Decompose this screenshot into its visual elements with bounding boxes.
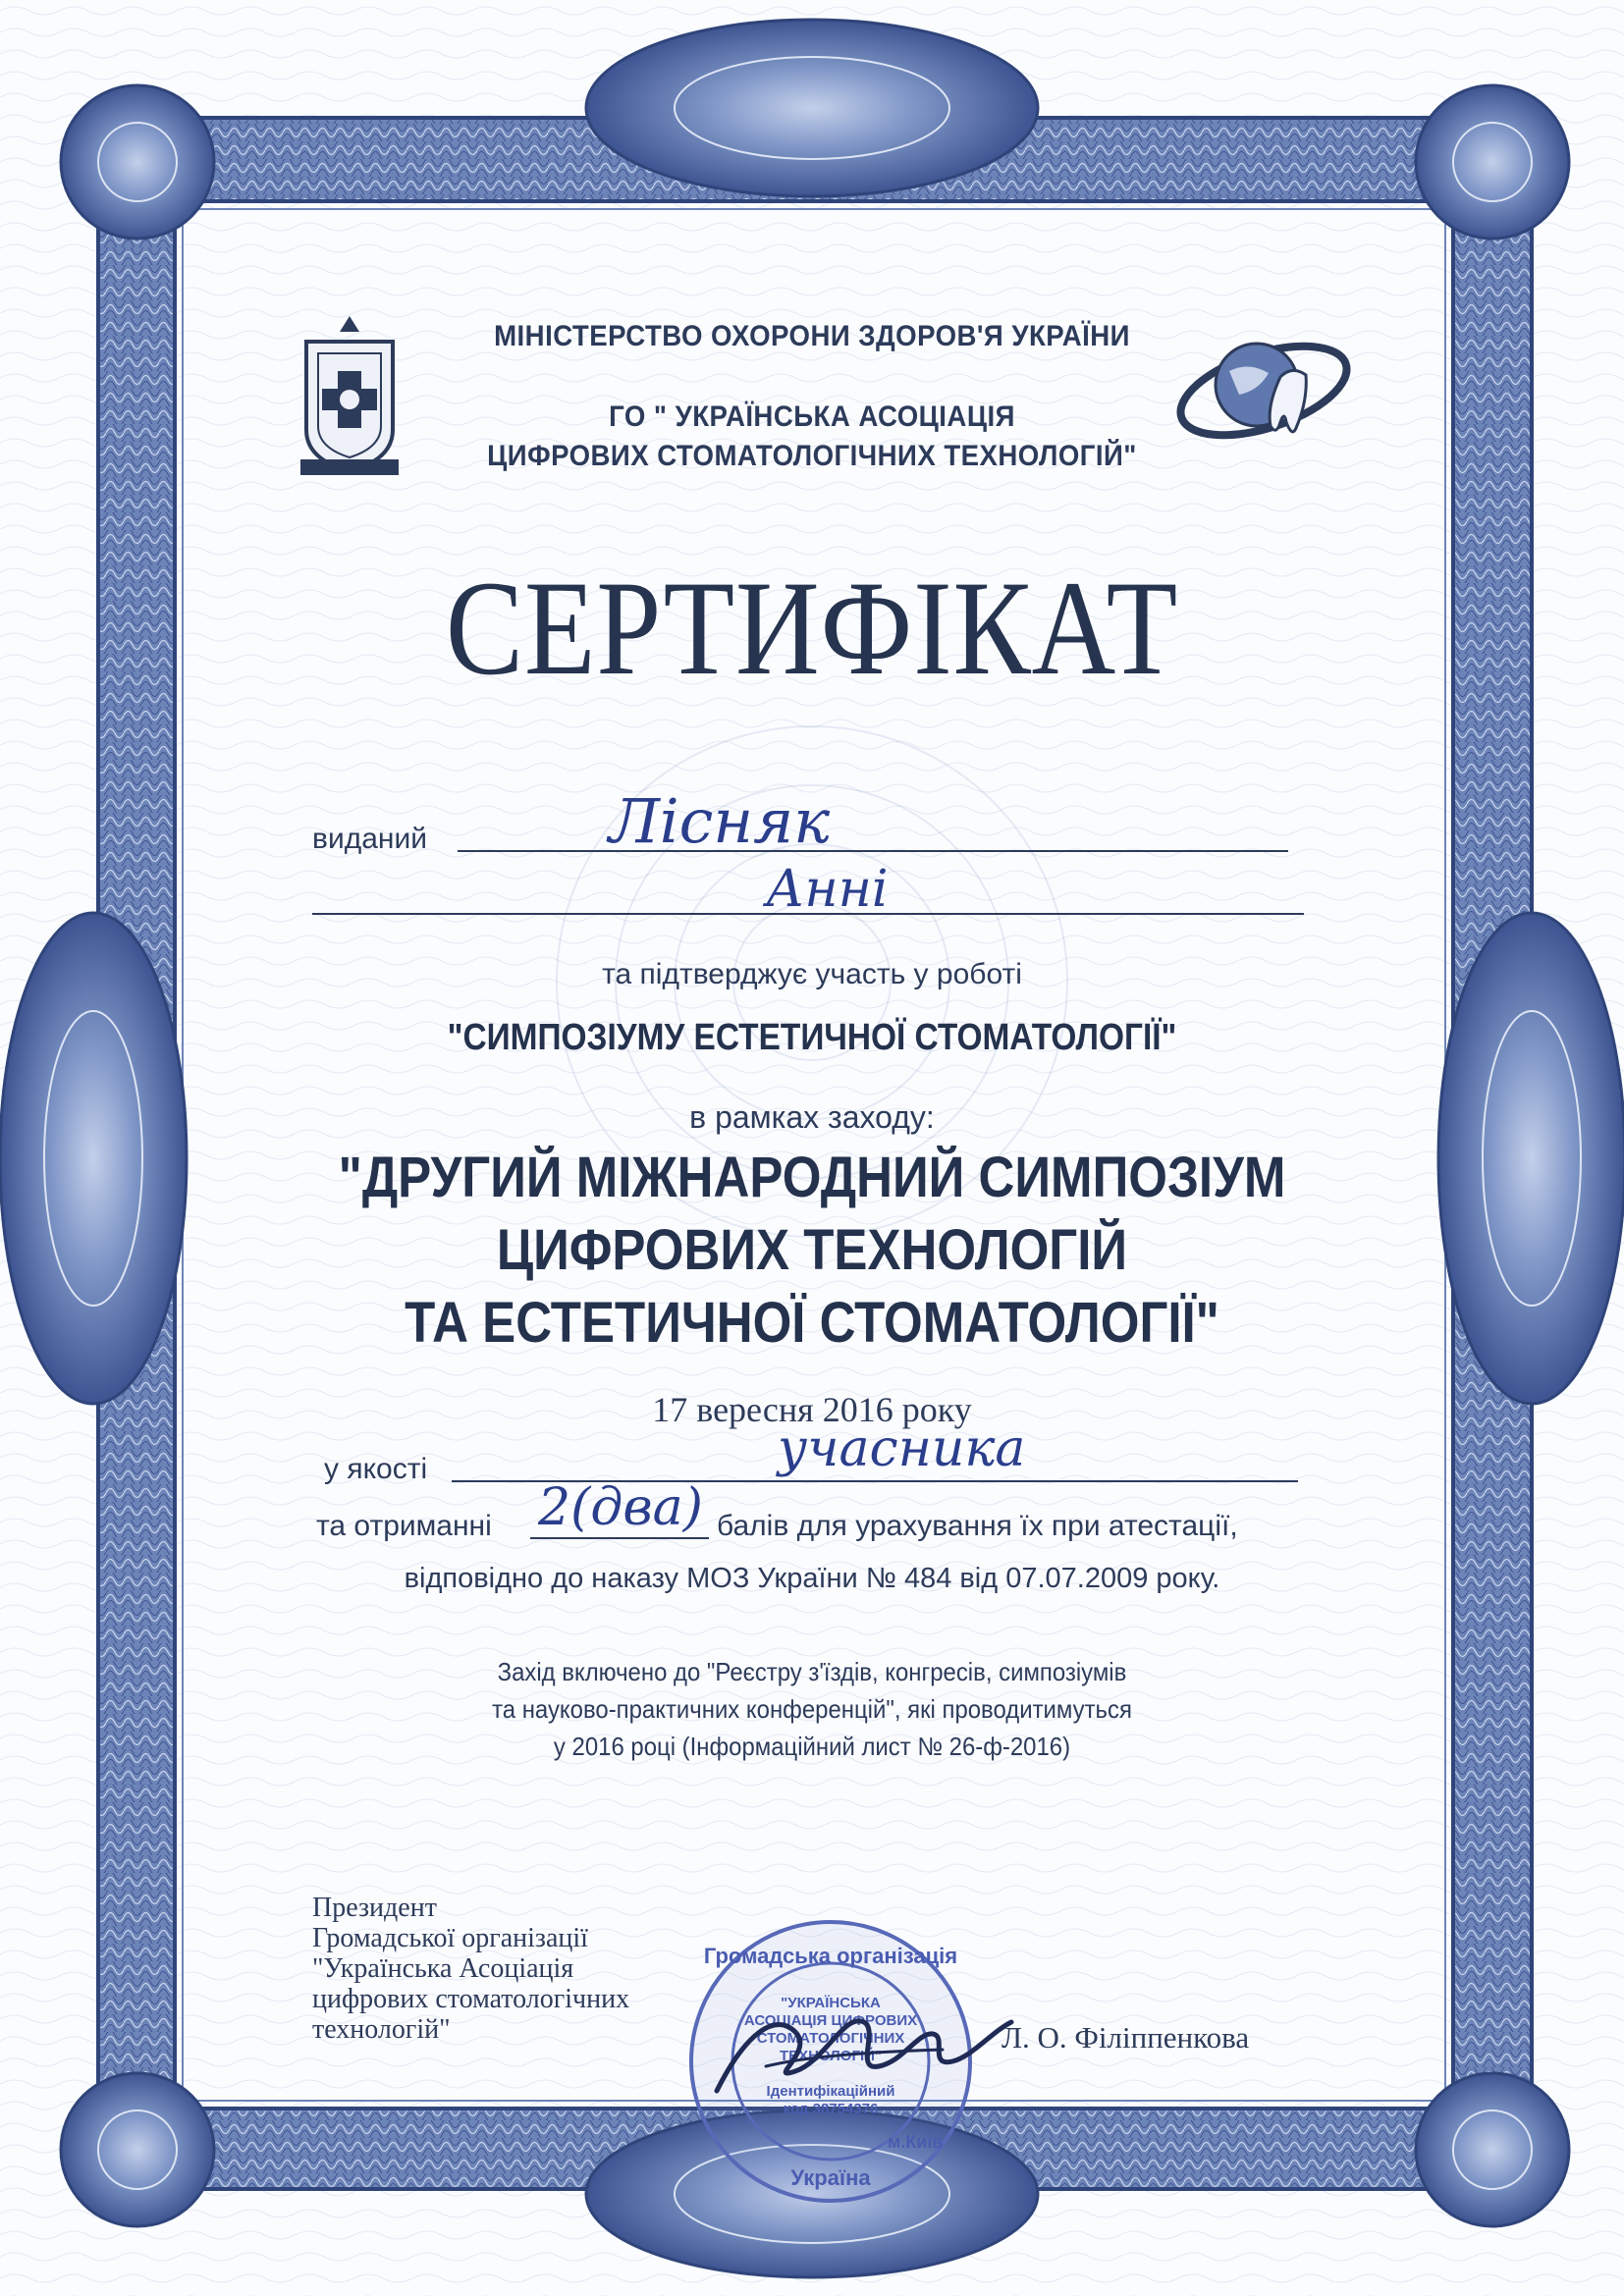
event-title-line-3: ТА ЕСТЕТИЧНОЇ СТОМАТОЛОГІЇ" — [405, 1291, 1219, 1355]
stamp-ring-top: Громадська організація — [703, 1944, 958, 1968]
signatory-role-line: цифрових стоматологічних — [312, 1984, 630, 2014]
signatory-role-line: Президент — [312, 1893, 437, 1923]
signatory-role — [312, 1893, 629, 2045]
signatory-role-line: технологій" — [312, 2014, 451, 2045]
issued-label: виданий — [312, 823, 427, 855]
stamp-id-code: код 38754376 — [783, 2101, 879, 2117]
points-suffix: балів для урахування їх при атестації, — [717, 1510, 1238, 1542]
ministry-heading: МІНІСТЕРСТВО ОХОРОНИ ЗДОРОВ'Я УКРАЇНИ — [494, 320, 1130, 352]
surname-line — [458, 850, 1288, 852]
event-frame-label: в рамках заходу: — [689, 1099, 935, 1135]
stamp-id-label: Ідентифікаційний — [766, 2083, 895, 2100]
confirmation-text: та підтверджує участь у роботі — [602, 958, 1022, 990]
capacity-label: у якості — [324, 1453, 428, 1485]
organization-line-2: ЦИФРОВИХ СТОМАТОЛОГІЧНИХ ТЕХНОЛОГІЙ" — [487, 440, 1137, 472]
certificate-title: СЕРТИФІКАТ — [445, 553, 1179, 703]
stamp-city: м.Київ — [888, 2132, 944, 2152]
stamp-center-line: ТЕХНОЛОГІЙ" — [779, 2048, 883, 2064]
organization-line-1: ГО " УКРАЇНСЬКА АСОЦІАЦІЯ — [609, 400, 1015, 433]
event-date: 17 вересня 2016 року — [652, 1390, 972, 1429]
recipient-given-name: Анні — [766, 860, 889, 919]
signatory-name: Л. О. Філіппенкова — [1001, 2020, 1250, 2055]
order-reference: відповідно до наказу МОЗ України № 484 від 07.07.2009 року. — [404, 1563, 1220, 1594]
stamp-country: Україна — [790, 2165, 871, 2190]
signatory-role-line: Громадської організації — [312, 1923, 588, 1953]
stamp-center-line: СТОМАТОЛОГІЧНИХ — [756, 2030, 905, 2047]
signatory-role-line: "Українська Асоціація — [312, 1953, 574, 1984]
recipient-surname: Лісняк — [609, 785, 831, 857]
signature-icon — [707, 1973, 1021, 2120]
register-line-1: Захід включено до "Реєстру з'їздів, конгресів, симпозіумів — [497, 1657, 1127, 1686]
stamp-center-line: АСОЦІАЦІЯ ЦИФРОВИХ — [743, 2012, 918, 2029]
points-line — [530, 1537, 709, 1539]
symposium-name: "СИМПОЗІУМУ ЕСТЕТИЧНОЇ СТОМАТОЛОГІЇ" — [447, 1017, 1177, 1058]
register-line-2: та науково-практичних конференцій", які проводитимуться — [492, 1694, 1132, 1724]
points-label: та отриманні — [316, 1510, 492, 1542]
register-line-3: у 2016 році (Інформаційний лист № 26-ф-2016) — [553, 1732, 1071, 1761]
event-title-line-2: ЦИФРОВИХ ТЕХНОЛОГІЙ — [496, 1218, 1128, 1282]
capacity-value: учасника — [778, 1419, 1026, 1478]
stamp-center-line: "УКРАЇНСЬКА — [781, 1995, 881, 2011]
points-value: 2(два) — [538, 1478, 703, 1537]
event-title-line-1: "ДРУГИЙ МІЖНАРОДНИЙ СИМПОЗІУМ — [338, 1146, 1286, 1209]
